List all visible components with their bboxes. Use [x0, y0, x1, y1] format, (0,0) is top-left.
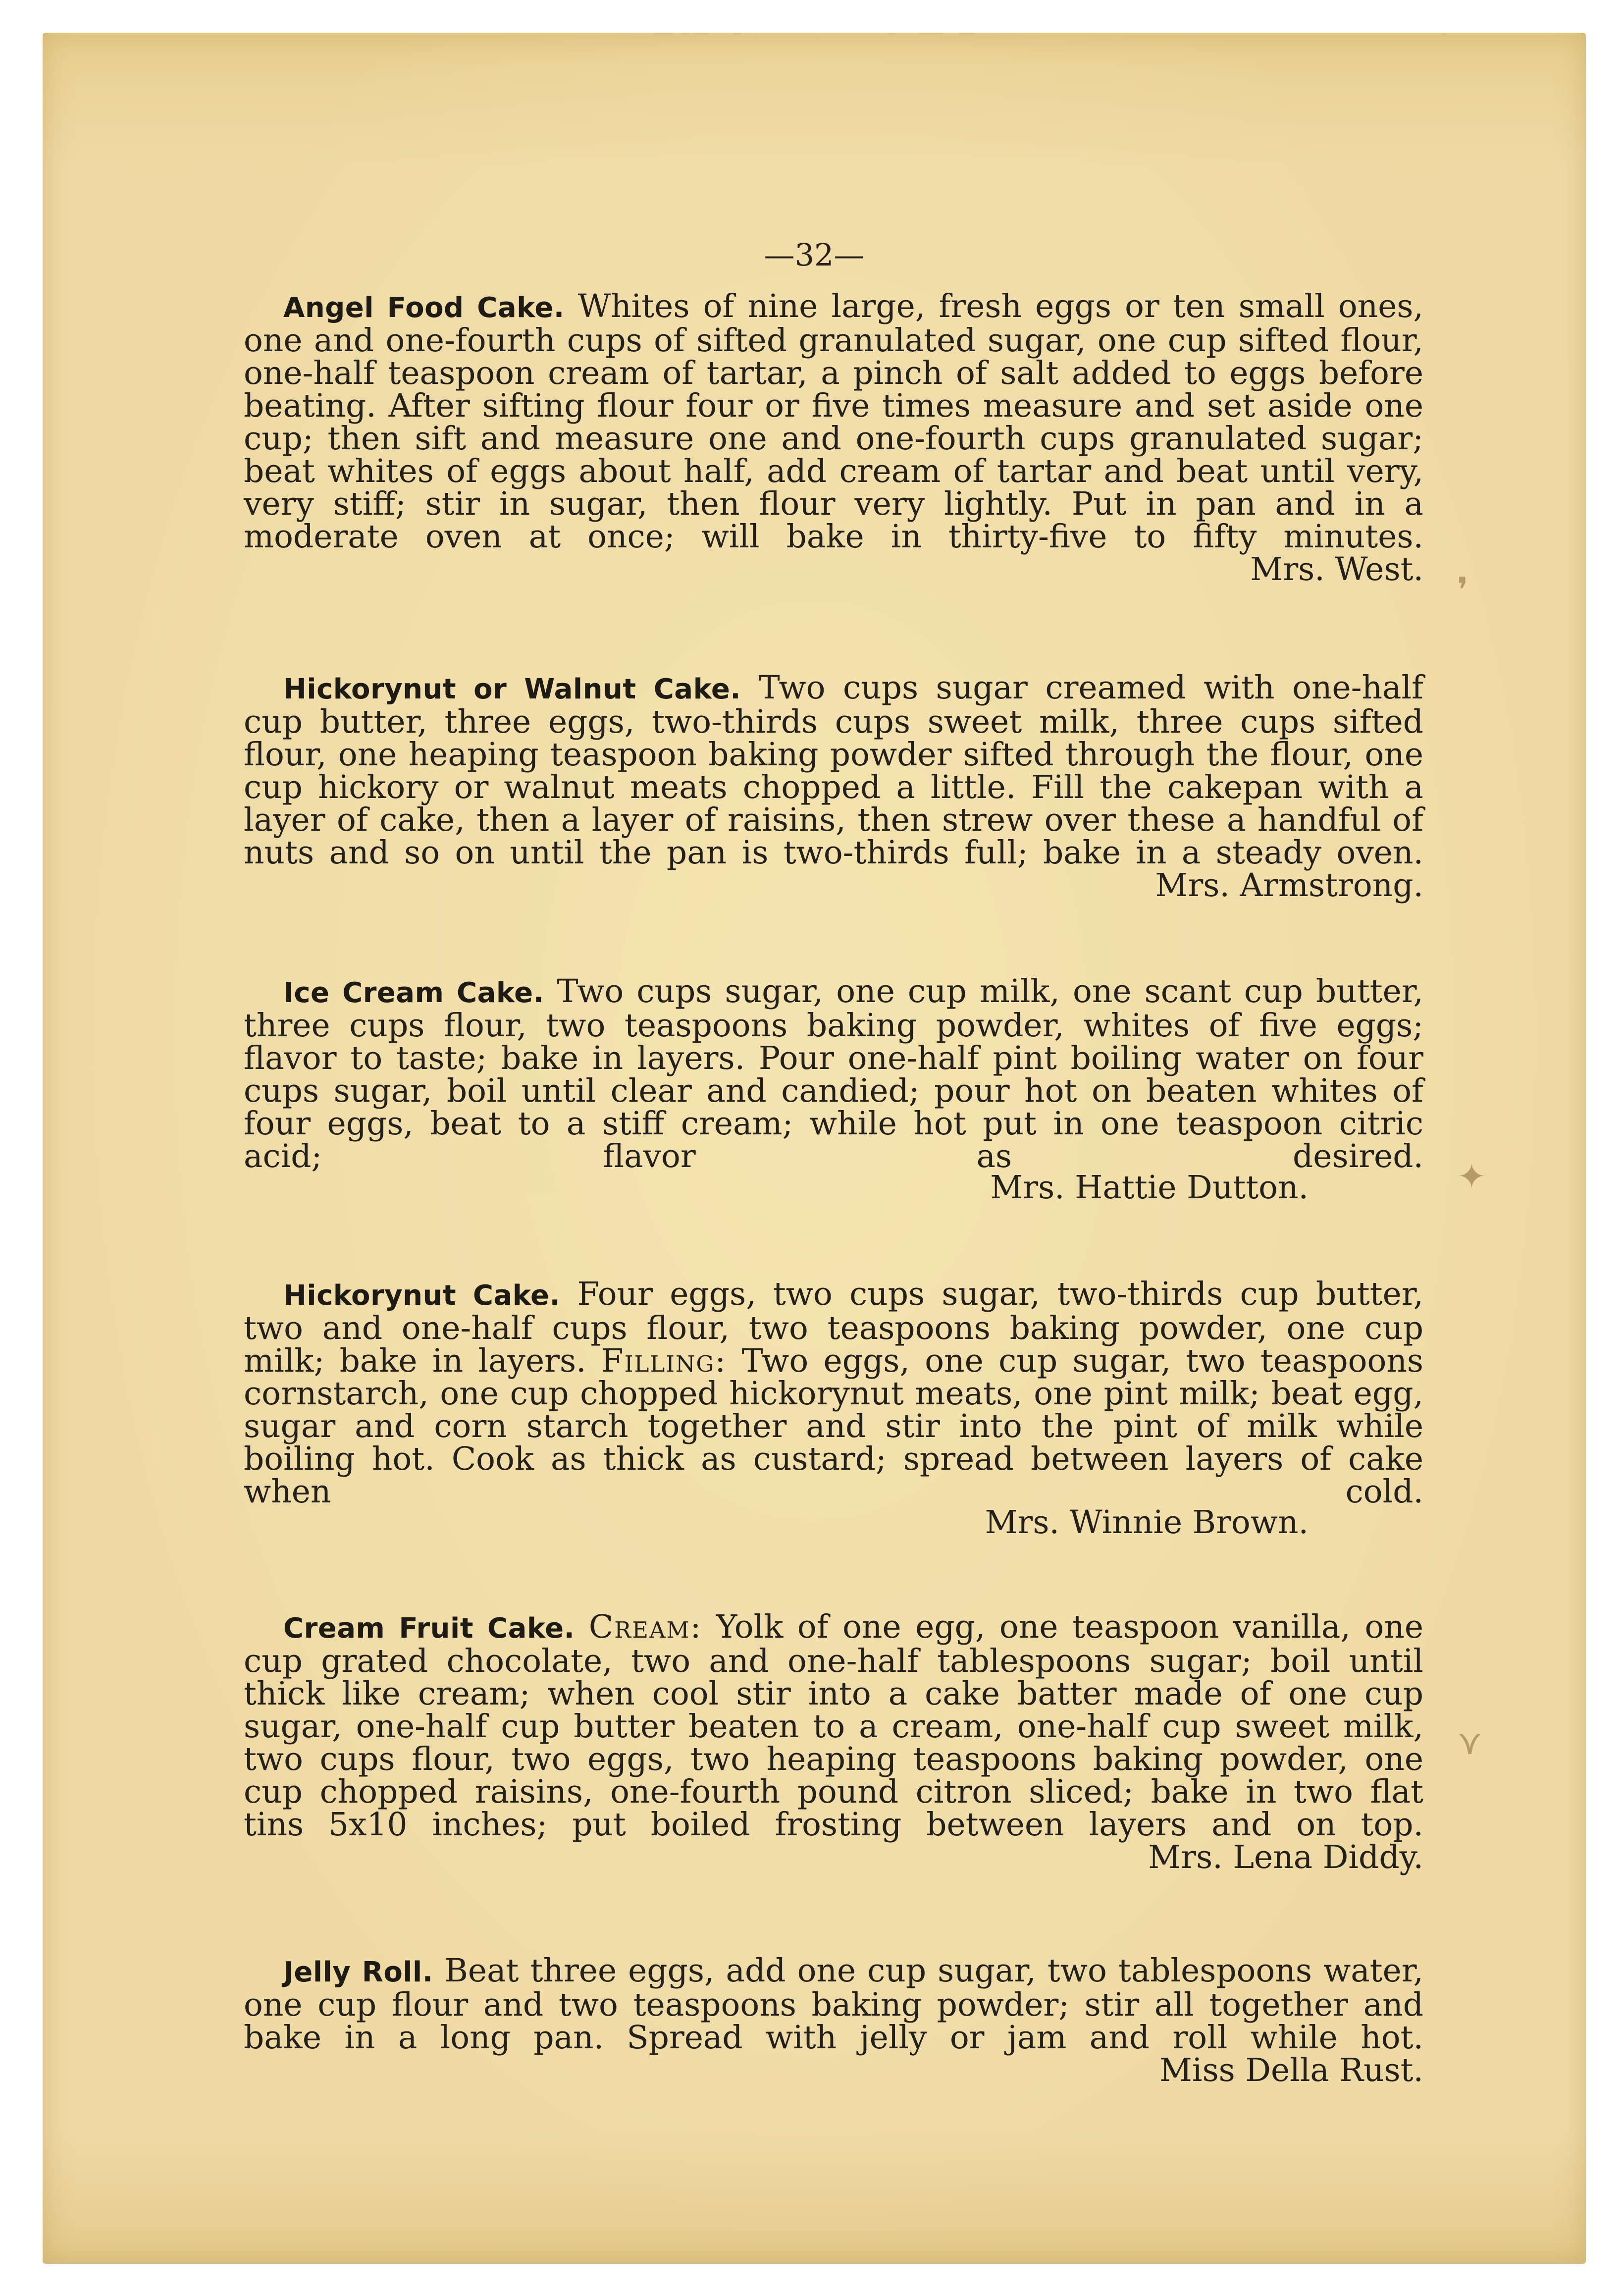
- recipe-author: Miss Della Rust.: [1159, 2052, 1423, 2089]
- book-page: [43, 33, 1586, 2264]
- recipe-title: Hickorynut Cake.: [283, 1280, 561, 1312]
- filling-label: Filling:: [601, 1342, 727, 1380]
- page-number: —32—: [764, 237, 865, 273]
- recipe-body: Beat three eggs, add one cup sugar, two tablespoons water, one cup flour and two teaspoons baking powder; stir all together and bake in a long pan. Spread with jelly or jam and roll while hot.: [244, 1952, 1423, 2056]
- recipe-author: Mrs. Lena Diddy.: [1148, 1839, 1423, 1876]
- recipe-hickorynut-cake: [244, 1278, 1423, 1508]
- recipe-title: Cream Fruit Cake.: [283, 1612, 575, 1645]
- recipe-body-continued: Two eggs, one cup sugar, two teaspoons cornstarch, one cup chopped hickorynut meats, one pint milk; beat egg, sugar and corn starch together and stir into the pint of milk while boiling hot. Cook as thick as custard; spread between layers of cake when cold.: [244, 1342, 1423, 1510]
- recipe-author: Mrs. Hattie Dutton.: [990, 1169, 1309, 1206]
- recipe-cream-fruit-cake: [244, 1608, 1423, 1876]
- recipe-author: Mrs. West.: [1250, 551, 1423, 588]
- recipe-body: Yolk of one egg, one teaspoon vanilla, one cup grated chocolate, two and one-half tablespoons sugar; boil until thick like cream; when cool stir into a cake batter made of one cup sugar, one-half cup butter beaten to a cream, one-half cup sweet milk, two cups flour, two eggs, two heaping teaspoons baking powder, one cup chopped raisins, one-fourth pound citron sliced; bake in two flat tins 5x10 inches; put boiled frosting between layers and on top.: [244, 1608, 1423, 1843]
- recipe-body: Two cups sugar, one cup milk, one scant cup butter, three cups flour, two teaspoons baking powder, whites of five eggs; flavor to taste; bake in layers. Pour one-half pint boiling water on four cups sugar, boil until clear and candied; pour hot on beaten whites of four eggs, beat to a stiff cream; while hot put in one teaspoon citric acid; flavor as desired.: [244, 973, 1423, 1175]
- recipe-jelly-roll: [244, 1952, 1423, 2089]
- recipe-body: Two cups sugar creamed with one-half cup butter, three eggs, two-thirds cups sweet milk, three cups sifted flour, one heaping teaspoon baking powder sifted through the flour, one cup hickory or walnut meats chopped a little. Fill the cakepan with a layer of cake, then a layer of raisins, then strew over these a handful of nuts and so on until the pan is two-thirds full; bake in a steady oven.: [244, 669, 1423, 871]
- recipe-title: Angel Food Cake.: [283, 292, 565, 324]
- recipe-body: Four eggs, two cups sugar, two-thirds cup butter, two and one-half cups flour, two teaspoons baking powder, one cup milk; bake in layers.: [244, 1276, 1423, 1380]
- cream-label: Cream:: [588, 1608, 702, 1646]
- recipe-title: Jelly Roll.: [283, 1956, 433, 1988]
- recipe-angel-food-cake: [244, 290, 1423, 586]
- recipe-author: Mrs. Armstrong.: [1155, 867, 1423, 904]
- recipe-title: Hickorynut or Walnut Cake.: [283, 673, 741, 705]
- binding-mark-icon: ⋎: [1457, 1722, 1483, 1762]
- recipe-title: Ice Cream Cake.: [283, 977, 544, 1009]
- recipe-ice-cream-cake: [244, 975, 1423, 1173]
- binding-mark-icon: ✦: [1457, 1156, 1486, 1197]
- recipe-hickorynut-or-walnut-cake: [244, 669, 1423, 904]
- recipe-body: Whites of nine large, fresh eggs or ten small ones, one and one-fourth cups of sifted granulated sugar, one cup sifted flour, one-half teaspoon cream of tartar, a pinch of salt added to eggs before beating. After sifting flour four or five times measure and set aside one cup; then sift and measure one and one-fourth cups granulated sugar; beat whites of eggs about half, add cream of tartar and beat until very, very stiff; stir in sugar, then flour very lightly. Put in pan and in a moderate oven at once; will bake in thirty-five to fifty minutes.: [244, 288, 1423, 555]
- recipe-author: Mrs. Winnie Brown.: [985, 1504, 1309, 1541]
- binding-mark-icon: ❜: [1457, 570, 1468, 610]
